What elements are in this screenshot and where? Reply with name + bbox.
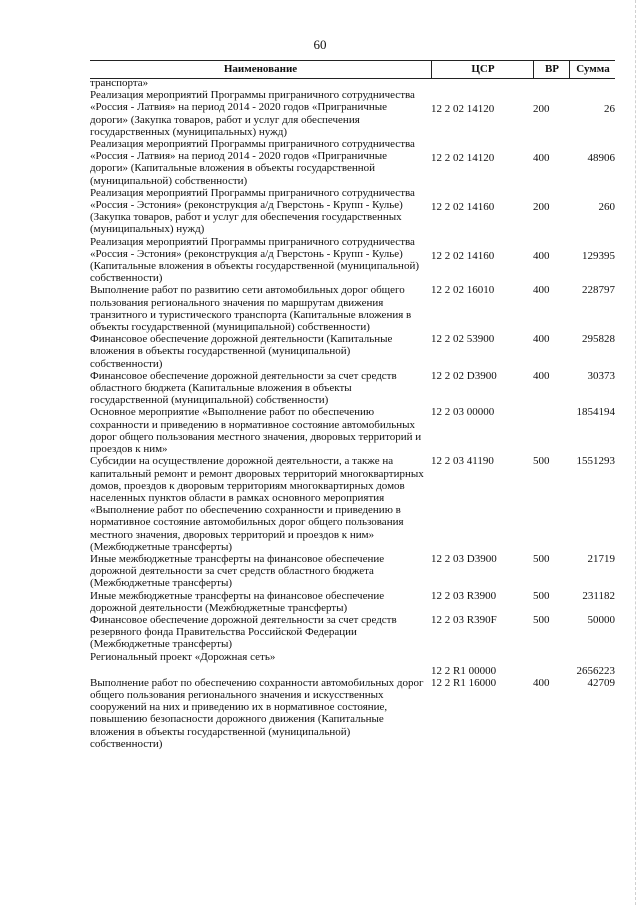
table-row	[90, 370, 615, 407]
row-vr: 200	[533, 200, 550, 213]
header-csr: ЦСР	[431, 61, 534, 78]
row-name: Иные межбюджетные трансферты на финансовое обеспечение дорожной деятельности (Межбюджетные трансферты)	[90, 589, 385, 614]
row-sum: 30373	[587, 369, 615, 382]
row-sum	[569, 77, 615, 89]
row-name: Субсидии на осуществление дорожной деятельности, а также на капитальный ремонт и ремонт дворовых территорий многоквартирных домов, проездов к дворовым территориям многоквартирных домов населенных пунктов области в рамках основного мероприятия «Выполнение работ по обеспечению сохранности и приведению в нормативное состояние автомобильных дорог общего пользования местного значения, дворовых территорий и проездов к ним» (Межбюджетные трансферты)	[90, 455, 424, 553]
row-name: Реализация мероприятий Программы приграничного сотрудничества «Россия - Эстония» (реконструкция а/д Гверстонь - Крупп - Кулье) (Капитальные вложения в объекты государственной (муниципальной) собственности)	[90, 235, 419, 285]
row-vr	[533, 77, 569, 89]
row-name: Выполнение работ по обеспечению сохранности автомобильных дорог общего пользования регионального значения и искусственных сооружений на них и приведению их в нормативное состояние, повышению безопасности дорожного движения (Капитальные вложения в объекты государственной (муниципальной) собственности)	[90, 676, 424, 750]
row-csr: 12 2 03 41190	[431, 455, 494, 468]
row-csr	[431, 77, 533, 89]
row-vr: 500	[533, 455, 550, 468]
row-csr: 12 2 02 D3900	[431, 369, 497, 382]
row-sum: 231182	[582, 589, 615, 602]
row-sum: 1551293	[576, 455, 615, 468]
table-row	[90, 89, 615, 138]
row-vr: 500	[533, 552, 550, 565]
row-sum: 26	[604, 103, 615, 116]
row-csr: 12 2 03 R390F	[431, 613, 497, 626]
table-row	[90, 333, 615, 370]
row-sum: 228797	[582, 284, 615, 297]
row-sum: 2656223	[576, 664, 615, 677]
page-number: 60	[313, 37, 327, 52]
row-csr: 12 2 02 16010	[431, 284, 495, 297]
table-row	[90, 553, 615, 590]
row-vr: 400	[533, 249, 550, 262]
budget-table	[90, 77, 615, 750]
row-sum: 1854194	[576, 406, 615, 419]
table-row	[90, 590, 615, 614]
row-vr	[533, 651, 569, 677]
table-row	[90, 77, 615, 89]
table-row	[90, 187, 615, 236]
table-row	[90, 651, 615, 677]
row-name: Финансовое обеспечение дорожной деятельности за счет средств резервного фонда Правительства Российской Федерации (Межбюджетные трансферты)	[90, 613, 397, 651]
row-vr: 500	[533, 589, 550, 602]
row-csr: 12 2 02 14160	[431, 249, 495, 262]
page-edge-line	[635, 0, 637, 905]
table-row	[90, 236, 615, 285]
row-vr: 200	[533, 103, 550, 116]
row-name: Реализация мероприятий Программы приграничного сотрудничества «Россия - Латвия» на период 2014 - 2020 годов «Приграничные дороги» (Капитальные вложения в объекты государственной (муниципальной) собственности)	[90, 138, 415, 187]
row-sum: 295828	[582, 333, 615, 346]
row-csr: 12 2 02 14120	[431, 152, 495, 165]
row-name: Финансовое обеспечение дорожной деятельности за счет средств областного бюджета (Капитальные вложения в объекты государственной (муниципальной) собственности)	[90, 369, 397, 407]
row-name: Основное мероприятие «Выполнение работ по обеспечению сохранности и приведению в нормативное состояние автомобильных дорог общего пользования местного значения, дворовых территорий и проездов к ним»	[90, 406, 422, 456]
row-name: Выполнение работ по развитию сети автомобильных дорог общего пользования регионального значения по маршрутам движения транзитного и туристического транспорта (Капитальные вложения в объекты государственной (муниципальной) собственности)	[90, 284, 412, 334]
row-vr: 400	[533, 333, 550, 346]
row-sum: 21719	[587, 552, 615, 565]
row-csr: 12 2 R1 00000	[431, 664, 497, 677]
table-row	[90, 677, 615, 750]
row-csr: 12 2 03 D3900	[431, 552, 497, 565]
row-sum: 48906	[587, 152, 615, 165]
row-csr: 12 2 02 14160	[431, 200, 495, 213]
row-sum: 42709	[587, 676, 615, 689]
row-vr	[533, 406, 569, 455]
table-row	[90, 455, 615, 553]
row-csr: 12 2 03 R3900	[431, 589, 497, 602]
row-name: Финансовое обеспечение дорожной деятельности (Капитальные вложения в объекты государственной (муниципальной) собственности)	[90, 333, 393, 370]
table-row	[90, 284, 615, 333]
row-sum: 50000	[587, 613, 615, 626]
row-csr: 12 2 R1 16000	[431, 676, 497, 689]
row-vr: 400	[533, 152, 550, 165]
row-vr: 500	[533, 613, 550, 626]
table-row	[90, 138, 615, 187]
row-name: Региональный проект «Дорожная сеть»	[90, 650, 276, 663]
table-row	[90, 614, 615, 651]
row-sum: 260	[598, 200, 615, 213]
row-sum: 129395	[582, 249, 615, 262]
table-row	[90, 406, 615, 455]
row-name: Реализация мероприятий Программы приграничного сотрудничества «Россия - Латвия» на период 2014 - 2020 годов «Приграничные дороги» (Закупка товаров, работ и услуг для обеспечения государственных (муниципальных) нужд)	[90, 89, 415, 138]
header-sum: Сумма	[569, 61, 616, 78]
row-vr: 400	[533, 284, 550, 297]
row-name: Иные межбюджетные трансферты на финансовое обеспечение дорожной деятельности за счет средств областного бюджета (Межбюджетные трансферты)	[90, 552, 385, 590]
row-csr: 12 2 02 14120	[431, 103, 495, 116]
row-name: Реализация мероприятий Программы приграничного сотрудничества «Россия - Эстония» (реконструкция а/д Гверстонь - Крупп - Кулье) (Закупка товаров, работ и услуг для обеспечения государственных (муниципальных) нужд)	[90, 186, 415, 236]
header-name: Наименование	[223, 63, 298, 75]
row-csr: 12 2 02 53900	[431, 333, 495, 346]
row-vr: 400	[533, 676, 550, 689]
row-csr: 12 2 03 00000	[431, 406, 495, 419]
row-vr: 400	[533, 369, 550, 382]
header-vr: ВР	[533, 61, 570, 78]
row-name: транспорта»	[90, 77, 149, 89]
